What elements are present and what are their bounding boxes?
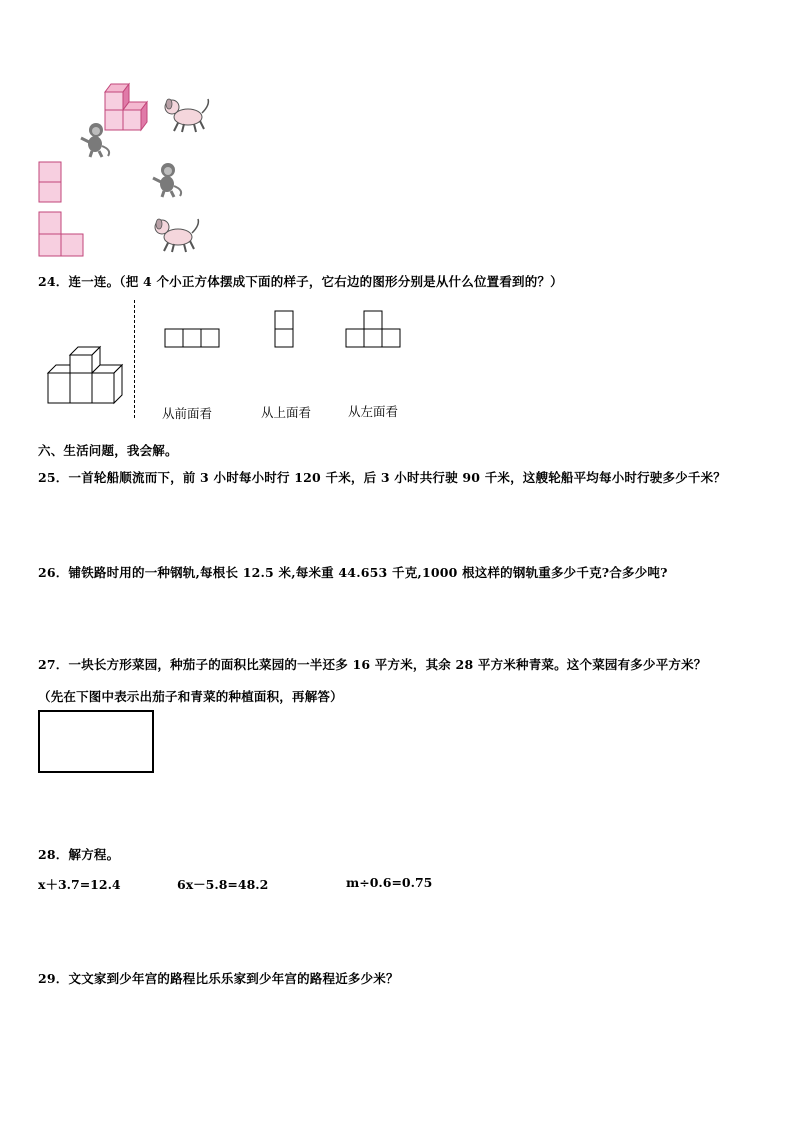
section-heading: 六、生活问题，我会解。 xyxy=(38,443,178,458)
q25-text: 25．一首轮船顺流而下，前 3 小时每小时行 120 千米，后 3 小时共行驶 90 千米，这艘轮船平均每小时行驶多少千米？ xyxy=(38,470,726,485)
two-square-column-shape xyxy=(38,160,64,206)
q24-title: 24．连一连。（把 4 个小正方体摆成下面的样子，它右边的图形分别是从什么位置看到的？） xyxy=(38,274,563,289)
left-view-shape xyxy=(345,310,403,350)
q27-text: 27．一块长方形菜园，种茄子的面积比菜园的一半还多 16 平方米，其余 28 平方米种青菜。这个菜园有多少平方米？ xyxy=(38,657,707,672)
cube-arrangement-figure xyxy=(44,345,126,409)
dog-icon xyxy=(160,95,212,135)
monkey-icon xyxy=(78,120,114,158)
equation-2: 6x－5.8=48.2 xyxy=(177,877,269,892)
top-view-shape xyxy=(274,310,296,350)
q27-note: （先在下图中表示出茄子和青菜的种植面积，再解答） xyxy=(38,689,343,704)
equation-1: x＋3.7=12.4 xyxy=(38,877,121,892)
q29-text: 29．文文家到少年宫的路程比乐乐家到少年宫的路程近多少米？ xyxy=(38,971,399,986)
view-label-left: 从左面看 xyxy=(348,404,399,419)
garden-rectangle xyxy=(38,710,154,773)
dashed-divider xyxy=(134,300,135,418)
l-shape-squares xyxy=(38,210,86,258)
q26-text: 26．铺铁路时用的一种钢轨,每根长 12.5 米,每米重 44.653 千克,1000 根这样的钢轨重多少千克?合多少吨? xyxy=(38,565,668,580)
monkey-icon xyxy=(150,160,186,198)
dog-icon xyxy=(150,215,202,255)
equation-3: m÷0.6=0.75 xyxy=(346,875,433,890)
q28-title: 28．解方程。 xyxy=(38,847,120,862)
view-label-front: 从前面看 xyxy=(162,406,213,421)
view-label-top: 从上面看 xyxy=(261,405,312,420)
front-view-shape xyxy=(164,328,222,348)
